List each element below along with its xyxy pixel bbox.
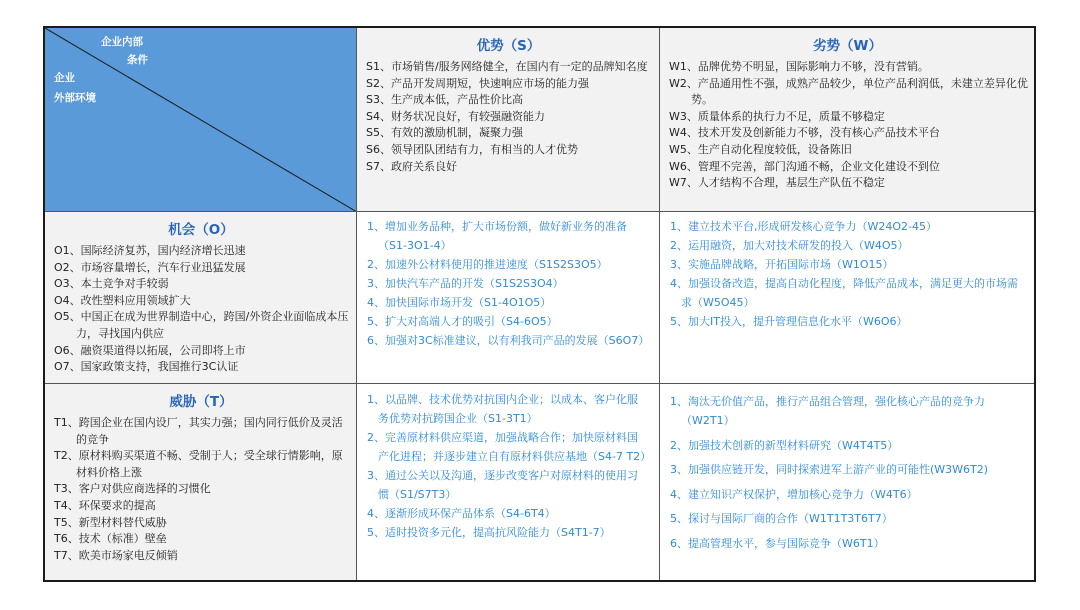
strength-item: S5、有效的激励机制，凝聚力强 (366, 126, 523, 140)
strengths-list (364, 59, 653, 175)
threat-item: T3、客户对供应商选择的习惯化 (54, 482, 211, 496)
wt-strategies-list (660, 384, 1034, 553)
st-strategy-item: 3、通过公关以及沟通，逐步改变客户对原材料的使用习惯（S1/S7T3） (367, 469, 638, 501)
opportunity-item: O5、中国正在成为世界制造中心，跨国/外资企业面临成本压力，寻找国内供应 (54, 310, 349, 340)
so-strategy-item: 5、扩大对高端人才的吸引（S4-6O5） (367, 315, 558, 328)
weaknesses-title: 劣势（W） (813, 38, 882, 54)
wt-strategies-cell (660, 384, 1034, 580)
strength-item: S7、政府关系良好 (366, 159, 457, 173)
wt-strategy-item: 2、加强技术创新的新型材料研究（W4T4T5） (670, 438, 899, 452)
so-strategy-item: 4、加快国际市场开发（S1-4O1O5） (367, 296, 552, 309)
opportunity-item: O1、国际经济复苏，国内经济增长迅速 (54, 244, 246, 257)
strength-item: S4、财务状况良好，有较强融资能力 (366, 109, 545, 123)
wo-strategies-list (660, 212, 1034, 331)
wo-strategy-item: 1、建立技术平台,形成研发核心竞争力（W24O2-45） (670, 220, 937, 233)
st-strategies-cell (357, 384, 660, 580)
threat-item: T7、欧美市场家电反倾销 (54, 548, 178, 562)
wt-strategy-item: 4、建立知识产权保护，增加核心竞争力（W4T6） (670, 487, 918, 501)
wo-strategy-item: 5、加大IT投入，提升管理信息化水平（W6O6） (670, 315, 908, 328)
opportunities-title: 机会（O） (168, 222, 234, 238)
so-strategies-list (357, 212, 659, 350)
opportunities-list (52, 243, 350, 376)
weaknesses-cell (660, 28, 1034, 212)
wt-strategy-item: 3、加强供应链开发，同时探索进军上游产业的可能性(W3W6T2) (670, 463, 989, 476)
strength-item: S6、领导团队团结有力，有相当的人才优势 (366, 142, 578, 156)
opportunity-item: O6、融资渠道得以拓展，公司即将上市 (54, 343, 246, 357)
threat-item: T5、新型材料替代威胁 (54, 515, 167, 529)
corner-header (45, 28, 357, 212)
corner-external-label: 外部环境 (54, 92, 96, 104)
st-strategy-item: 5、适时投资多元化，提高抗风险能力（S4T1-7） (367, 526, 611, 539)
weakness-item: W7、人才结构不合理，基层生产队伍不稳定 (669, 176, 885, 190)
strengths-title: 优势（S） (476, 38, 541, 54)
strengths-cell (357, 28, 660, 212)
strength-item: S1、市场销售/服务网络健全，在国内有一定的品牌知名度 (366, 60, 648, 73)
wo-strategy-item: 2、运用融资，加大对技术研发的投入（W4O5） (670, 239, 909, 252)
weakness-item: W2、产品通用性不强，成熟产品较少，单位产品利润低，未建立差异化优势。 (669, 76, 1028, 107)
opportunity-item: O2、市场容量增长，汽车行业迅猛发展 (54, 260, 246, 274)
corner-enterprise-label: 企业 (54, 72, 75, 84)
corner-diagonal (45, 28, 357, 212)
opportunity-item: O4、改性塑料应用领域扩大 (54, 293, 191, 307)
weakness-item: W5、生产自动化程度较低，设备陈旧 (669, 142, 852, 156)
weakness-item: W4、技术开发及创新能力不够，没有核心产品技术平台 (669, 126, 940, 140)
corner-conditions-label: 条件 (127, 54, 148, 66)
wo-strategy-item: 3、实施品牌战略，开拓国际市场（W1O15） (670, 258, 894, 271)
swot-matrix (43, 26, 1036, 582)
strength-item: S2、产品开发周期短，快速响应市场的能力强 (366, 76, 589, 90)
opportunities-cell (45, 212, 357, 384)
wt-strategy-item: 6、提高管理水平，参与国际竞争（W6T1） (670, 536, 885, 550)
threats-title: 威胁（T） (169, 394, 233, 410)
so-strategies-cell (357, 212, 660, 384)
wt-strategy-item: 1、淘汰无价值产品，推行产品组合管理，强化核心产品的竞争力（W2T1） (670, 395, 985, 427)
st-strategies-list (357, 384, 659, 542)
st-strategy-item: 1、以品牌、技术优势对抗国内企业；以成本、客户化服务优势对抗跨国企业（S1-3T1） (367, 393, 638, 425)
st-strategy-item: 2、完善原材料供应渠道，加强战略合作；加快原材料国产化进程；并逐步建立自有原材料供应基地（S4-7 T2） (367, 431, 652, 463)
so-strategy-item: 6、加强对3C标准建议，以有利我司产品的发展（S6O7） (367, 334, 650, 347)
so-strategy-item: 1、增加业务品种，扩大市场份额，做好新业务的准备（S1-3O1-4） (367, 220, 627, 252)
st-strategy-item: 4、逐渐形成环保产品体系（S4-6T4） (367, 507, 556, 520)
weakness-item: W3、质量体系的执行力不足，质量不够稳定 (669, 109, 885, 123)
strength-item: S3、生产成本低，产品性价比高 (366, 93, 523, 107)
threat-item: T4、环保要求的提高 (54, 498, 156, 512)
threat-item: T6、技术（标准）壁垒 (54, 532, 167, 546)
wo-strategy-item: 4、加强设备改造，提高自动化程度，降低产品成本，满足更大的市场需求（W5O45） (670, 277, 1018, 309)
threats-cell (45, 384, 357, 580)
corner-internal-label: 企业内部 (101, 36, 143, 48)
so-strategy-item: 2、加速外公材料使用的推进速度（S1S2S3O5） (367, 258, 608, 271)
opportunity-item: O7、国家政策支持，我国推行3C认证 (54, 360, 239, 374)
opportunity-item: O3、本土竞争对手较弱 (54, 277, 169, 291)
so-strategy-item: 3、加快汽车产品的开发（S1S2S3O4） (367, 277, 564, 290)
weakness-item: W1、品牌优势不明显，国际影响力不够，没有营销。 (669, 60, 929, 73)
wo-strategies-cell (660, 212, 1034, 384)
weakness-item: W6、管理不完善，部门沟通不畅，企业文化建设不到位 (669, 159, 940, 173)
wt-strategy-item: 5、探讨与国际厂商的合作（W1T1T3T6T7） (670, 512, 893, 525)
weaknesses-list (667, 59, 1028, 192)
threat-item: T1、跨国企业在国内设厂，其实力强；国内同行低价及灵活的竞争 (54, 416, 343, 446)
threat-item: T2、原材料购买渠道不畅、受制于人；受全球行情影响，原材料价格上涨 (54, 449, 343, 479)
threats-list (52, 415, 350, 564)
